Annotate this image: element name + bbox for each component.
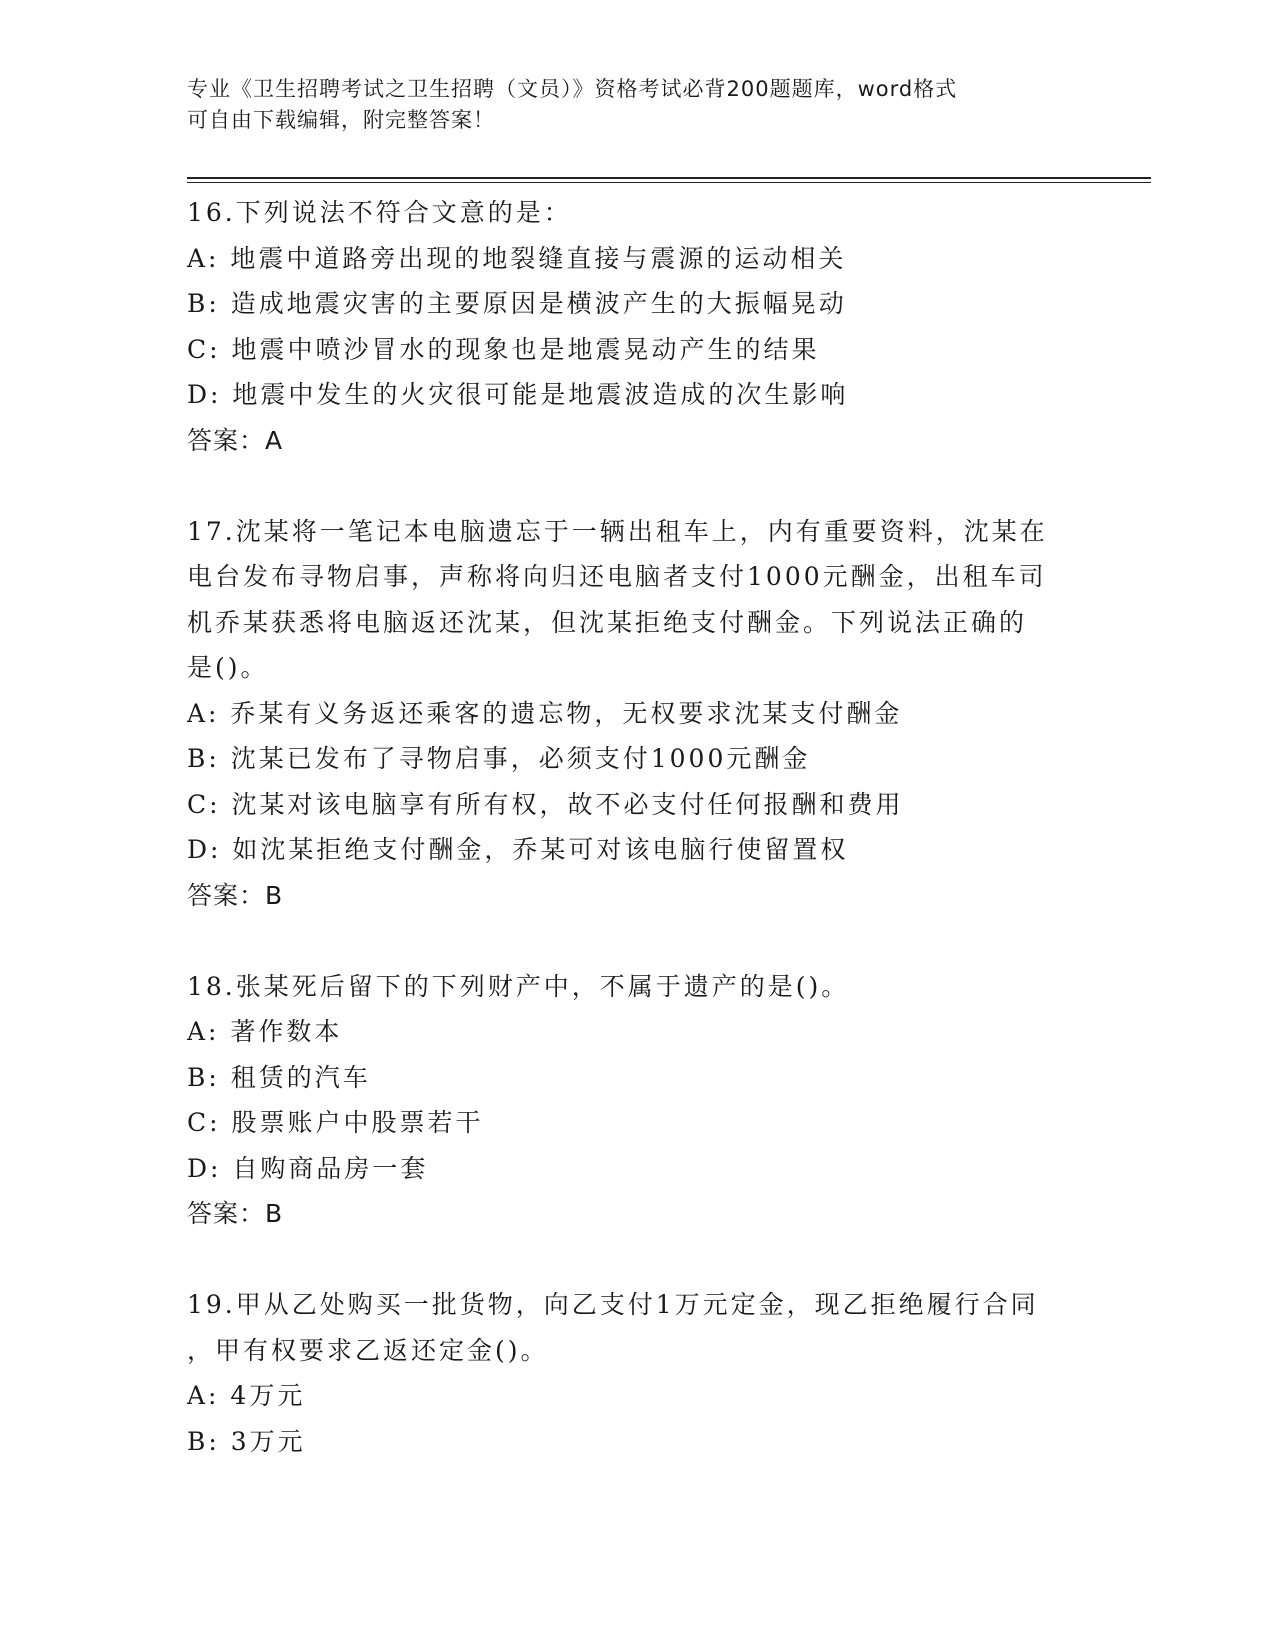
option-d: D: 地震中发生的火灾很可能是地震波造成的次生影响	[187, 380, 849, 409]
question-18	[187, 964, 1087, 1237]
question-stem: 18.张某死后留下的下列财产中，不属于遗产的是()。	[187, 971, 850, 1001]
option-c: C: 地震中喷沙冒水的现象也是地震晃动产生的结果	[187, 334, 820, 364]
option-b: B: 租赁的汽车	[187, 1062, 371, 1092]
answer: 答案：B	[187, 880, 284, 910]
option-c: C: 沈某对该电脑享有所有权，故不必支付任何报酬和费用	[187, 789, 904, 819]
question-stem: 17.沈某将一笔记本电脑遗忘于一辆出租车上，内有重要资料，沈某在	[187, 516, 1048, 546]
option-a: A: 4万元	[187, 1381, 306, 1410]
option-c: C: 股票账户中股票若干	[187, 1108, 484, 1137]
question-19	[187, 1282, 1087, 1464]
question-list	[187, 190, 1087, 1464]
question-stem: 是()。	[187, 653, 269, 682]
question-stem: 机乔某获悉将电脑返还沈某，但沈某拒绝支付酬金。下列说法正确的	[187, 607, 1028, 637]
answer: 答案：A	[187, 425, 284, 455]
option-a: A: 乔某有义务返还乘客的遗忘物，无权要求沈某支付酬金	[187, 698, 903, 728]
option-d: D: 如沈某拒绝支付酬金，乔某可对该电脑行使留置权	[187, 835, 849, 864]
header-divider-thin	[187, 182, 1151, 183]
header-divider-thick	[187, 177, 1151, 179]
question-16	[187, 190, 1087, 463]
header-line-2: 可自由下载编辑，附完整答案！	[187, 108, 495, 132]
answer: 答案：B	[187, 1199, 284, 1228]
question-stem: ，甲有权要求乙返还定金()。	[187, 1335, 549, 1365]
question-stem: 16.下列说法不符合文意的是：	[187, 198, 572, 227]
option-a: A: 著作数本	[187, 1017, 343, 1046]
question-stem: 电台发布寻物启事，声称将向归还电脑者支付1000元酬金，出租车司	[187, 562, 1047, 591]
option-d: D: 自购商品房一套	[187, 1153, 429, 1183]
header-line-1: 专业《卫生招聘考试之卫生招聘（文员）》资格考试必背200题题库，word格式	[187, 77, 958, 101]
document-header	[187, 74, 1067, 136]
question-stem: 19.甲从乙处购买一批货物，向乙支付1万元定金，现乙拒绝履行合同	[187, 1290, 1039, 1319]
question-17	[187, 509, 1087, 919]
option-a: A: 地震中道路旁出现的地裂缝直接与震源的运动相关	[187, 243, 847, 273]
option-b: B: 造成地震灾害的主要原因是横波产生的大振幅晃动	[187, 289, 847, 318]
option-b: B: 3万元	[187, 1426, 306, 1456]
option-b: B: 沈某已发布了寻物启事，必须支付1000元酬金	[187, 744, 811, 773]
